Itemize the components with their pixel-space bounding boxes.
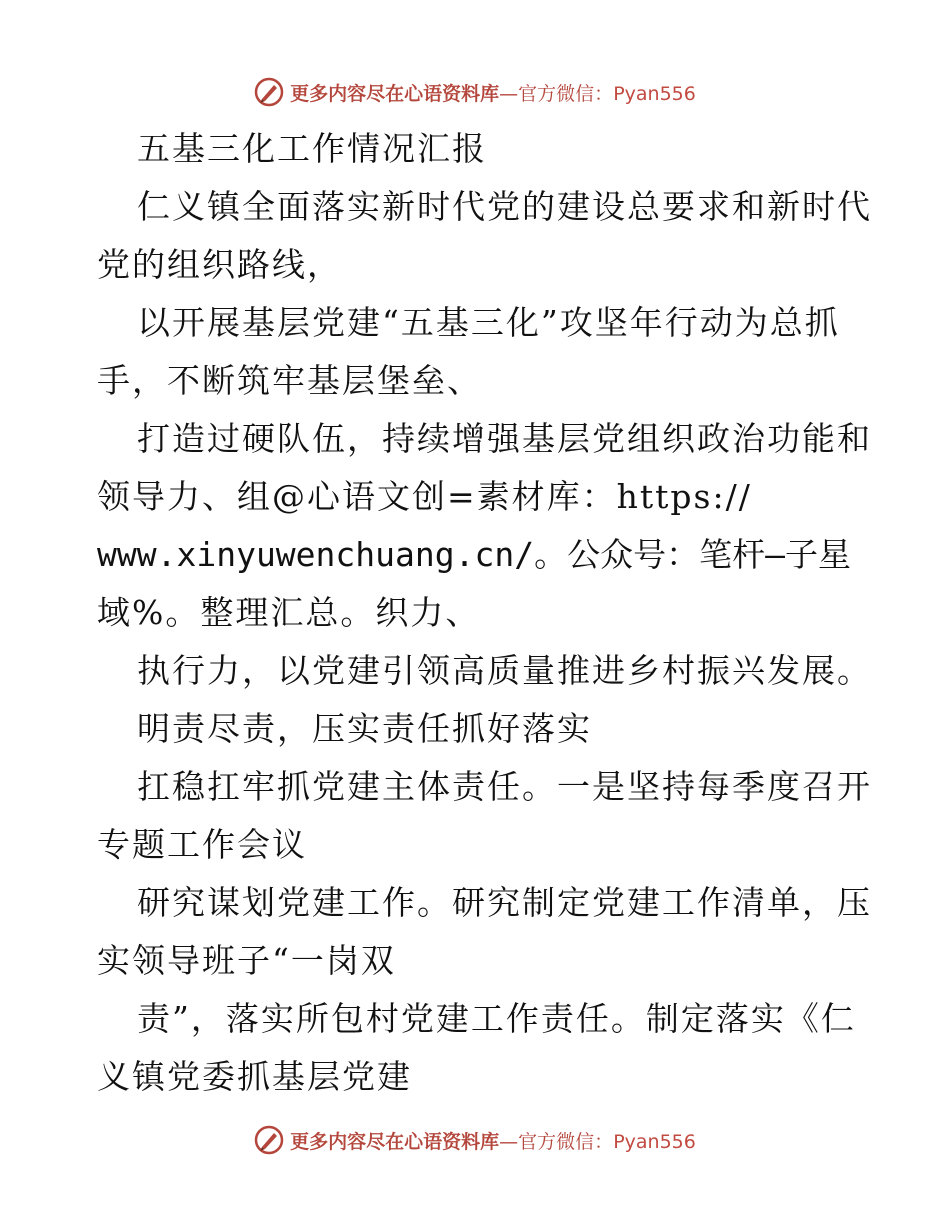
banner-label: 官方微信： [518,1130,614,1153]
banner-prefix: 更多内容尽在心语资料库 [290,82,500,105]
banner-separator: — [499,1130,519,1153]
pen-logo-icon [254,77,284,107]
text-line: 仁义镇全面落实新时代党的建设总要求和新时代 [137,187,872,226]
banner-text [290,1127,696,1154]
text-line: 责”，落实所包村党建工作责任。制定落实《仁 [137,999,856,1038]
text-line: 明责尽责，压实责任抓好落实 [137,709,592,748]
text-line: 实领导班子“一岗双 [97,941,396,980]
banner-account: Pyan556 [613,1130,696,1153]
text-line: 扛稳扛牢抓党建主体责任。一是坚持每季度召开 [137,767,872,806]
banner-separator: — [499,82,519,105]
footer-banner [0,1120,950,1160]
text-line: www.xinyuwenchuang.cn/。公众号：笔杆—子星 [97,535,851,574]
text-line: 以开展基层党建“五基三化”攻坚年行动为总抓 [137,303,840,342]
text-line: 领导力、组@心语文创=素材库：https:// [97,477,752,516]
banner-prefix: 更多内容尽在心语资料库 [290,1130,500,1153]
text-line: 手，不断筑牢基层堡垒、 [97,361,482,400]
text-line: 域%。整理汇总。织力、 [97,593,481,632]
pen-logo-icon [254,1125,284,1155]
text-line: 五基三化工作情况汇报 [137,129,487,168]
banner-text [290,79,696,106]
text-line: 义镇党委抓基层党建 [97,1057,412,1096]
banner-label: 官方微信： [518,82,614,105]
document-body [97,120,872,1106]
text-line: 专题工作会议 [97,825,307,864]
text-line: 执行力，以党建引领高质量推进乡村振兴发展。 [137,651,872,690]
text-line: 打造过硬队伍，持续增强基层党组织政治功能和 [137,419,872,458]
banner-account: Pyan556 [613,82,696,105]
text-line: 研究谋划党建工作。研究制定党建工作清单，压 [137,883,872,922]
header-banner [0,72,950,112]
text-line: 党的组织路线， [97,245,342,284]
